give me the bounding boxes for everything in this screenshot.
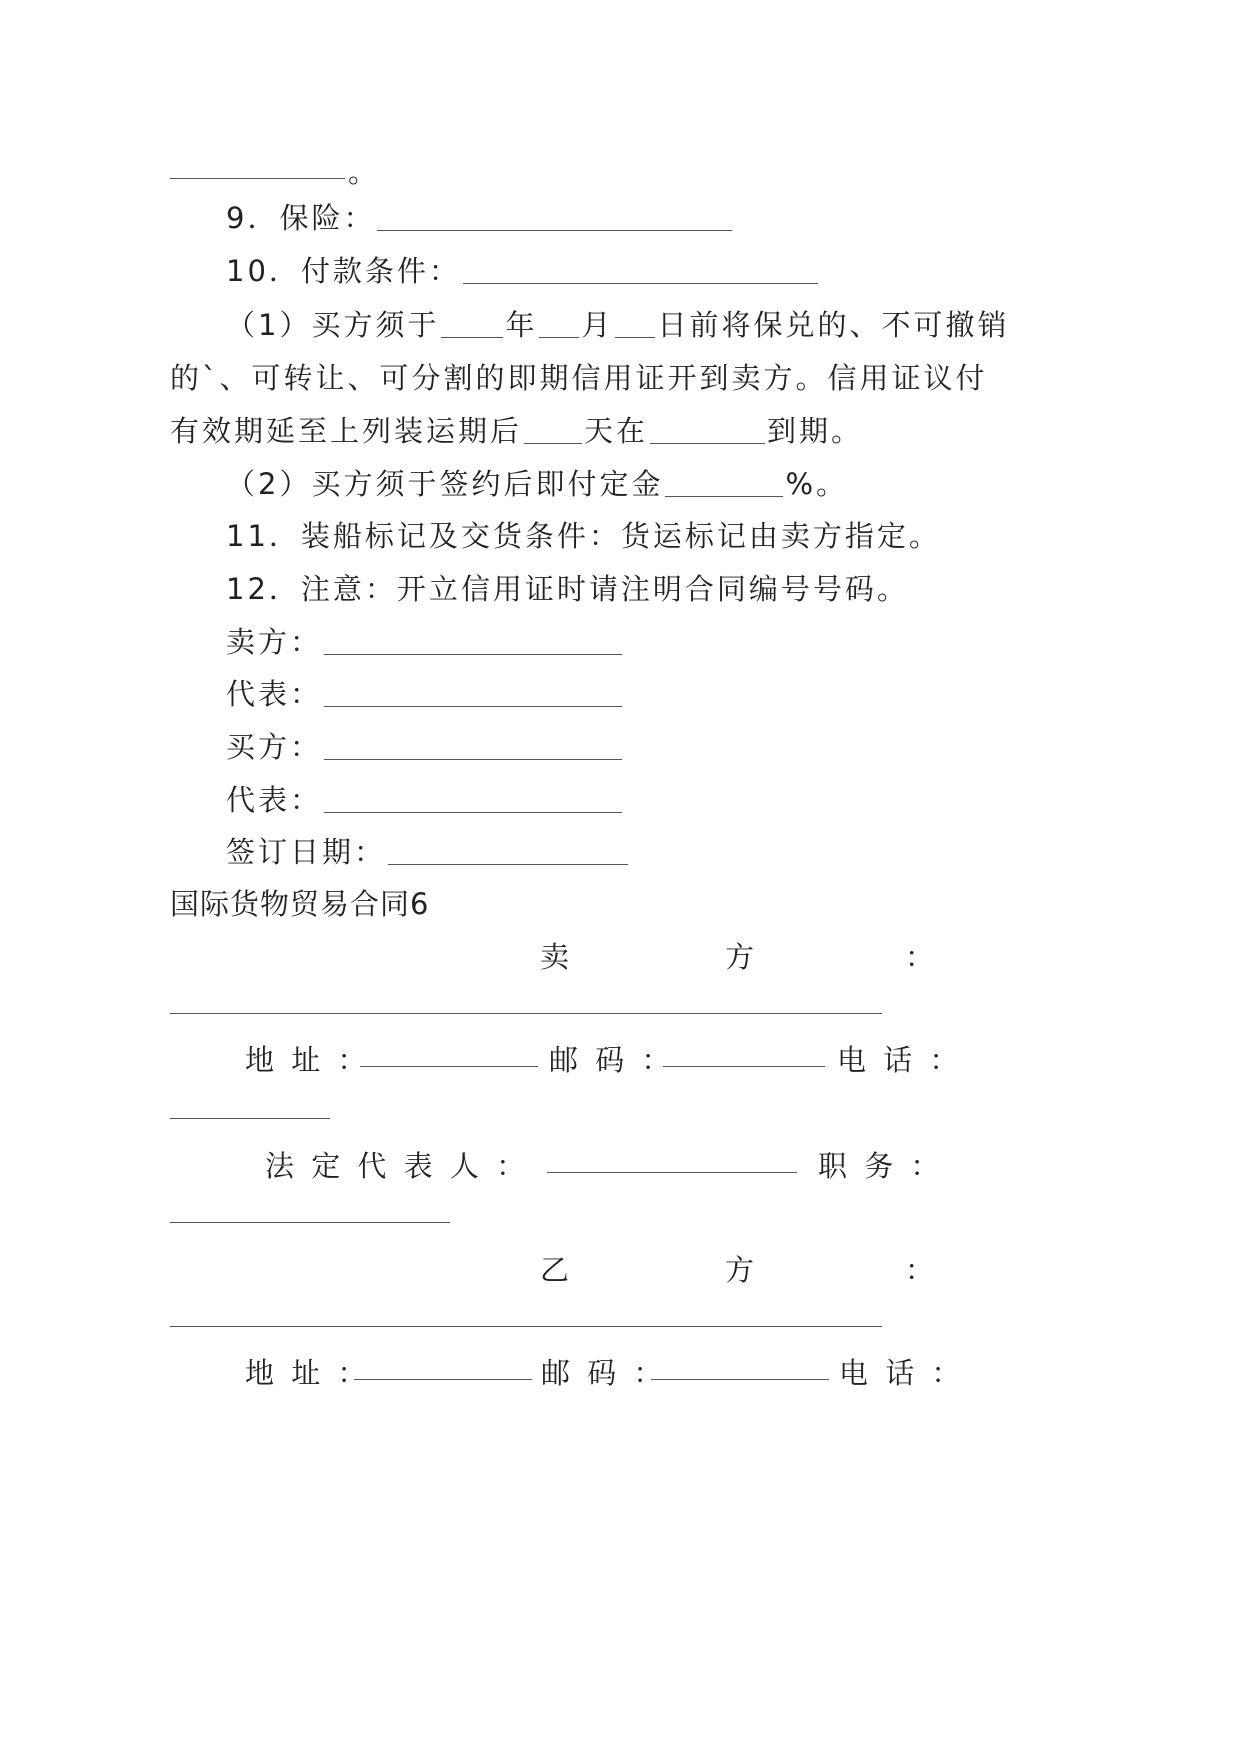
blank-line bbox=[324, 733, 622, 760]
label: 代表： bbox=[226, 783, 323, 817]
blank-line bbox=[547, 1172, 797, 1173]
party-b-char-2: 方 bbox=[725, 1253, 755, 1287]
contract-6-title: 国际货物贸易合同6 bbox=[170, 887, 430, 921]
blank-year bbox=[441, 311, 503, 338]
sign-rep-2 bbox=[226, 780, 624, 820]
text: 日前将保兑的、不可撤销 bbox=[657, 308, 1010, 342]
label: 签订日期： bbox=[226, 835, 387, 869]
text: 年 bbox=[505, 308, 538, 342]
party-a-duty-label: 职 务 ： bbox=[818, 1149, 944, 1183]
blank-line bbox=[170, 1222, 450, 1223]
blank-month bbox=[539, 311, 579, 338]
party-a-char-1: 卖 bbox=[540, 940, 570, 974]
party-b-tel-label: 电 话 ： bbox=[839, 1356, 965, 1390]
blank-line bbox=[388, 838, 628, 865]
text: %。 bbox=[785, 467, 849, 501]
blank-line bbox=[651, 1379, 829, 1380]
party-b-zip-label: 邮 码 ： bbox=[541, 1356, 667, 1390]
blank-line bbox=[170, 1013, 882, 1014]
blank-line bbox=[324, 786, 622, 813]
item-10-label: 10．付款条件： bbox=[226, 254, 461, 288]
text: 到期。 bbox=[767, 414, 864, 448]
party-b-colon: ： bbox=[905, 1253, 935, 1287]
blank-line bbox=[354, 1379, 532, 1380]
party-a-address-label: 地 址 ： bbox=[245, 1043, 371, 1077]
blank-line bbox=[663, 1066, 825, 1067]
party-a-tel-label: 电 话 ： bbox=[837, 1043, 963, 1077]
sign-date bbox=[226, 832, 630, 872]
party-a-colon: ： bbox=[905, 940, 935, 974]
clause-10-2 bbox=[226, 464, 848, 504]
text: （1）买方须于 bbox=[226, 308, 440, 342]
text: 月 bbox=[581, 308, 614, 342]
party-a-zip-label: 邮 码 ： bbox=[549, 1043, 675, 1077]
party-a-char-2: 方 bbox=[725, 940, 755, 974]
party-a-legal-rep-label: 法 定 代 表 人 ： bbox=[265, 1149, 530, 1183]
text: 天在 bbox=[584, 414, 649, 448]
blank-line bbox=[170, 1118, 330, 1119]
blank-day bbox=[615, 311, 655, 338]
clause-10-1-line-2: 的`、可转让、可分割的即期信用证开到卖方。信用证议付 bbox=[170, 361, 988, 395]
party-b-char-1: 乙 bbox=[540, 1253, 570, 1287]
label: 代表： bbox=[226, 677, 323, 711]
period: 。 bbox=[348, 155, 381, 189]
blank-line bbox=[463, 257, 818, 284]
blank-line bbox=[360, 1066, 538, 1067]
clause-10-1-line-1 bbox=[226, 305, 1010, 345]
blank-line bbox=[170, 178, 345, 179]
blank-place bbox=[650, 417, 765, 444]
item-9-label: 9．保险： bbox=[226, 201, 376, 235]
label: 卖方： bbox=[226, 625, 323, 659]
item-10-payment bbox=[226, 251, 820, 291]
blank-line bbox=[170, 1326, 882, 1327]
blank-percent bbox=[665, 470, 783, 497]
text: （2）买方须于签约后即付定金 bbox=[226, 467, 664, 501]
label: 买方： bbox=[226, 730, 323, 764]
blank-line bbox=[324, 628, 622, 655]
blank-days bbox=[524, 417, 582, 444]
sign-buyer bbox=[226, 727, 624, 767]
party-b-address-label: 地 址 ： bbox=[245, 1356, 371, 1390]
clause-10-1-line-3 bbox=[170, 411, 863, 451]
sign-rep-1 bbox=[226, 674, 624, 714]
sign-seller bbox=[226, 622, 624, 662]
text: 有效期延至上列装运期后 bbox=[170, 414, 523, 448]
blank-line bbox=[377, 204, 732, 231]
item-12-note: 12．注意：开立信用证时请注明合同编号号码。 bbox=[226, 572, 909, 606]
blank-line bbox=[324, 680, 622, 707]
item-9-insurance bbox=[226, 198, 734, 238]
item-11-marks: 11．装船标记及交货条件：货运标记由卖方指定。 bbox=[226, 519, 941, 553]
